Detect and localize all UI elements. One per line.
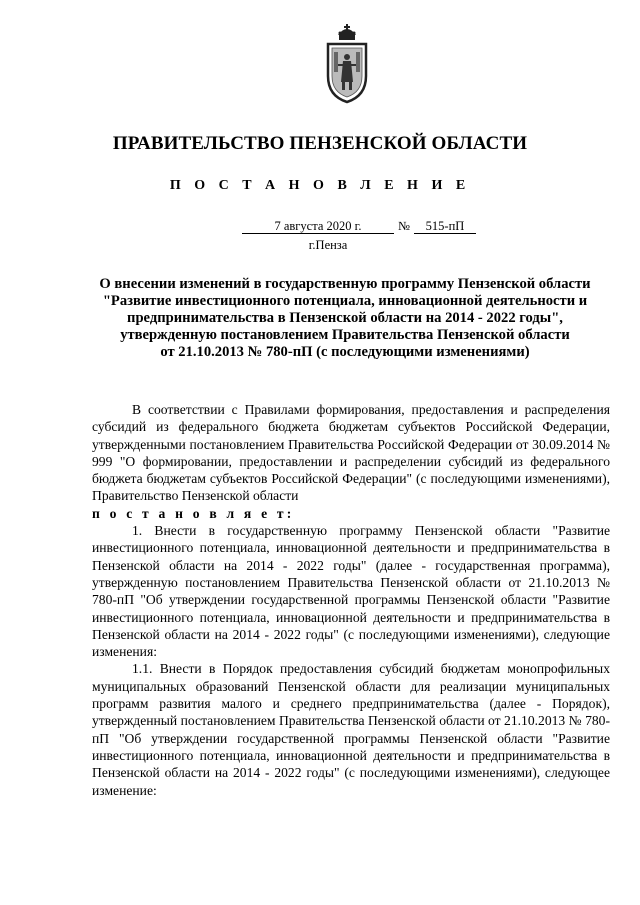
subject-line: утвержденную постановлением Правительства Пензенской области: [120, 327, 570, 343]
item-1-paragraph: 1. Внести в государственную программу Пензенской области "Развитие инвестиционного потенциала, инновационной деятельности и предпринимательства в Пензенской области на 2014 - 2022 годы" (далее - государственная программа), утвержденную постановлением Правительства Пензенской области от 21.10.2013 № 780-пП "Об утверждении государственной программы Пензенской области "Развитие инвестиционного потенциала, инновационной деятельности и предпринимательства в Пензенской области на 2014 - 2022 годы" (с последующими изменениями), следующие изменения:: [92, 523, 610, 660]
resolves-word: п о с т а н о в л я е т:: [92, 505, 295, 521]
subject-line: от 21.10.2013 № 780-пП (с последующими изменениями): [160, 344, 530, 360]
subject-line: предпринимательства в Пензенской области на 2014 - 2022 годы",: [127, 310, 563, 326]
document-date: 7 августа 2020 г.: [242, 219, 394, 234]
document-type: П О С Т А Н О В Л Е Н И Е: [169, 178, 471, 193]
subject-line: "Развитие инвестиционного потенциала, инновационной деятельности и: [102, 293, 588, 309]
preamble-paragraph: В соответствии с Правилами формирования, предоставления и распределения субсидий из федерального бюджета бюджетам субъектов Российской Федерации, утвержденными постановлением Правительства Российской Федерации от 30.09.2014 № 999 "О формировании, предоставлении и распределении субсидий из федерального бюджета бюджетам субъектов Российской Федерации" (с последующими изменениями), Правительство Пензенской области: [92, 402, 610, 504]
city: г.Пенза: [308, 238, 348, 252]
subject-line: О внесении изменений в государственную программу Пензенской области: [99, 276, 591, 292]
item-1-1-paragraph: 1.1. Внести в Порядок предоставления субсидий бюджетам монопрофильных муниципальных образований Пензенской области для реализации муниципальных программ развития малого и среднего предпринимательства (далее - Порядок), утвержденный постановлением Правительства Пензенской области от 21.10.2013 № 780-пП "Об утверждении государственной программы Пензенской области "Развитие инвестиционного потенциала, инновационной деятельности и предпринимательства в Пензенской области на 2014 - 2022 годы" (с последующими изменениями), следующее изменение:: [92, 661, 610, 798]
crown-icon: [338, 24, 356, 40]
document-number: 515-пП: [414, 219, 476, 234]
document-body: [92, 401, 610, 799]
number-sign: №: [398, 219, 410, 233]
coat-of-arms-emblem: [322, 24, 372, 104]
document-subject: [80, 276, 610, 361]
government-title: ПРАВИТЕЛЬСТВО ПЕНЗЕНСКОЙ ОБЛАСТИ: [112, 133, 528, 154]
